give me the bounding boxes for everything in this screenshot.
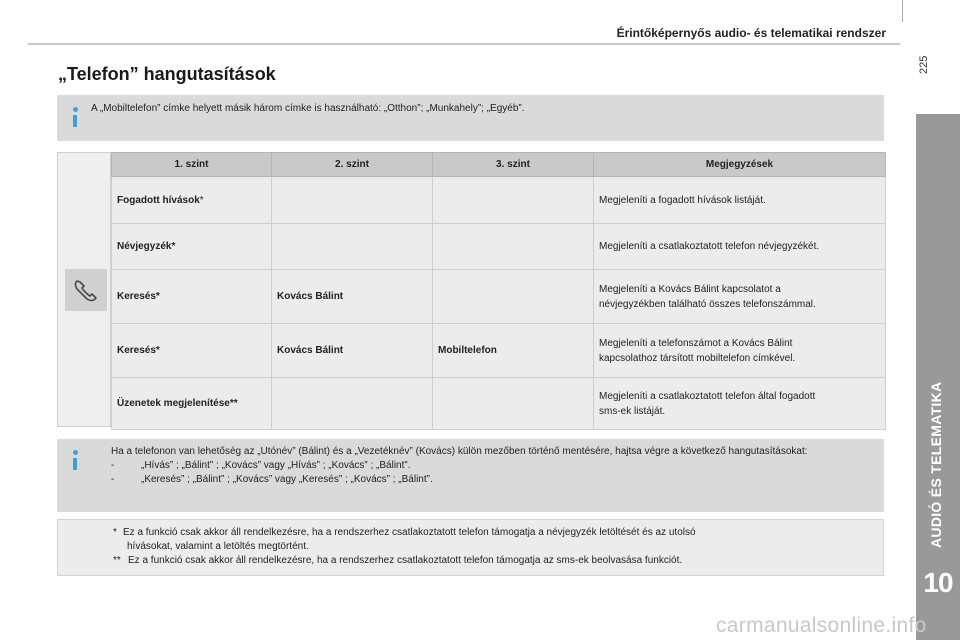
page-title: „Telefon” hangutasítások <box>58 64 276 84</box>
column-header-level3: 3. szint <box>433 153 594 177</box>
footnote-1: * Ez a funkció csak akkor áll rendelkezésre, ha a rendszerhez csatlakoztatott telefon támogatja a névjegyzék letöltését és az utolsó <box>113 527 696 538</box>
level2-cell: Kovács Bálint <box>272 270 433 324</box>
footnote-2: ** Ez a funkció csak akkor áll rendelkezésre, ha a rendszerhez csatlakoztatott telefon támogatja az sms-ek beolvasása funkciót. <box>113 555 683 566</box>
table-row <box>112 324 886 378</box>
column-header-level2: 2. szint <box>272 153 433 177</box>
level2-cell <box>272 177 433 224</box>
level3-cell <box>433 177 594 224</box>
level3-cell <box>433 378 594 430</box>
level3-cell: Mobiltelefon <box>433 324 594 378</box>
info-icon <box>71 107 81 127</box>
header-rule <box>28 43 900 45</box>
hint-list-item: - „Keresés” ; „Bálint” ; „Kovács” vagy „Keresés” ; „Kovács” ; „Bálint”. <box>111 474 433 485</box>
watermark: carmanualsonline.info <box>716 614 927 637</box>
level3-cell <box>433 270 594 324</box>
chapter-label: AUDIÓ ÉS TELEMATIKA <box>928 381 944 548</box>
level1-cell: Névjegyzék* <box>112 224 272 270</box>
voice-command-table <box>111 152 886 430</box>
level1-cell: Fogadott hívások* <box>112 177 272 224</box>
table-row <box>112 224 886 270</box>
table-row <box>112 270 886 324</box>
level2-cell <box>272 378 433 430</box>
column-header-notes: Megjegyzések <box>594 153 886 177</box>
note-cell: Megjeleníti a csatlakoztatott telefon névjegyzékét. <box>594 224 886 270</box>
column-header-level1: 1. szint <box>112 153 272 177</box>
page-number: 225 <box>918 55 930 74</box>
phone-icon-box <box>65 269 107 311</box>
note-cell: Megjeleníti a Kovács Bálint kapcsolatot a névjegyzékben található összes telefonszámmal. <box>594 270 886 324</box>
hint-note-box <box>57 439 884 512</box>
footnote-box <box>57 519 884 576</box>
hint-note-text <box>111 445 871 487</box>
hint-intro: Ha a telefonon van lehetőség az „Utónév” (Bálint) és a „Vezetéknév” (Kovács) külön mezőben történő mentésére, hajtsa végre a következő hangutasításokat: <box>111 446 808 457</box>
footnote-text <box>113 526 873 568</box>
note-cell: Megjeleníti a csatlakoztatott telefon által fogadott sms-ek listáját. <box>594 378 886 430</box>
level3-cell <box>433 224 594 270</box>
level2-cell <box>272 224 433 270</box>
table-row <box>112 378 886 430</box>
info-note-text: A „Mobiltelefon” címke helyett másik három címke is használható: „Otthon”; „Munkahely”; „Egyéb”. <box>91 103 525 114</box>
footnote-1-cont: hívásokat, valamint a letöltés megtörtént. <box>127 541 309 552</box>
table-header-row <box>112 153 886 177</box>
chapter-number: 10 <box>923 567 953 598</box>
top-divider <box>902 0 903 22</box>
note-cell: Megjeleníti a fogadott hívások listáját. <box>594 177 886 224</box>
info-icon <box>71 450 81 470</box>
info-note-box <box>57 95 884 141</box>
level1-cell: Keresés* <box>112 270 272 324</box>
section-title: Érintőképernyős audio- és telematikai rendszer <box>616 26 886 40</box>
level1-cell: Üzenetek megjelenítése** <box>112 378 272 430</box>
level2-cell: Kovács Bálint <box>272 324 433 378</box>
level1-cell: Keresés* <box>112 324 272 378</box>
table-row <box>112 177 886 224</box>
note-cell: Megjeleníti a telefonszámot a Kovács Bálint kapcsolathoz társított mobiltelefon címkével. <box>594 324 886 378</box>
hint-list-item: - „Hívás” ; „Bálint” ; „Kovács” vagy „Hívás” ; „Kovács” ; „Bálint”. <box>111 460 411 471</box>
phone-icon <box>65 269 107 311</box>
